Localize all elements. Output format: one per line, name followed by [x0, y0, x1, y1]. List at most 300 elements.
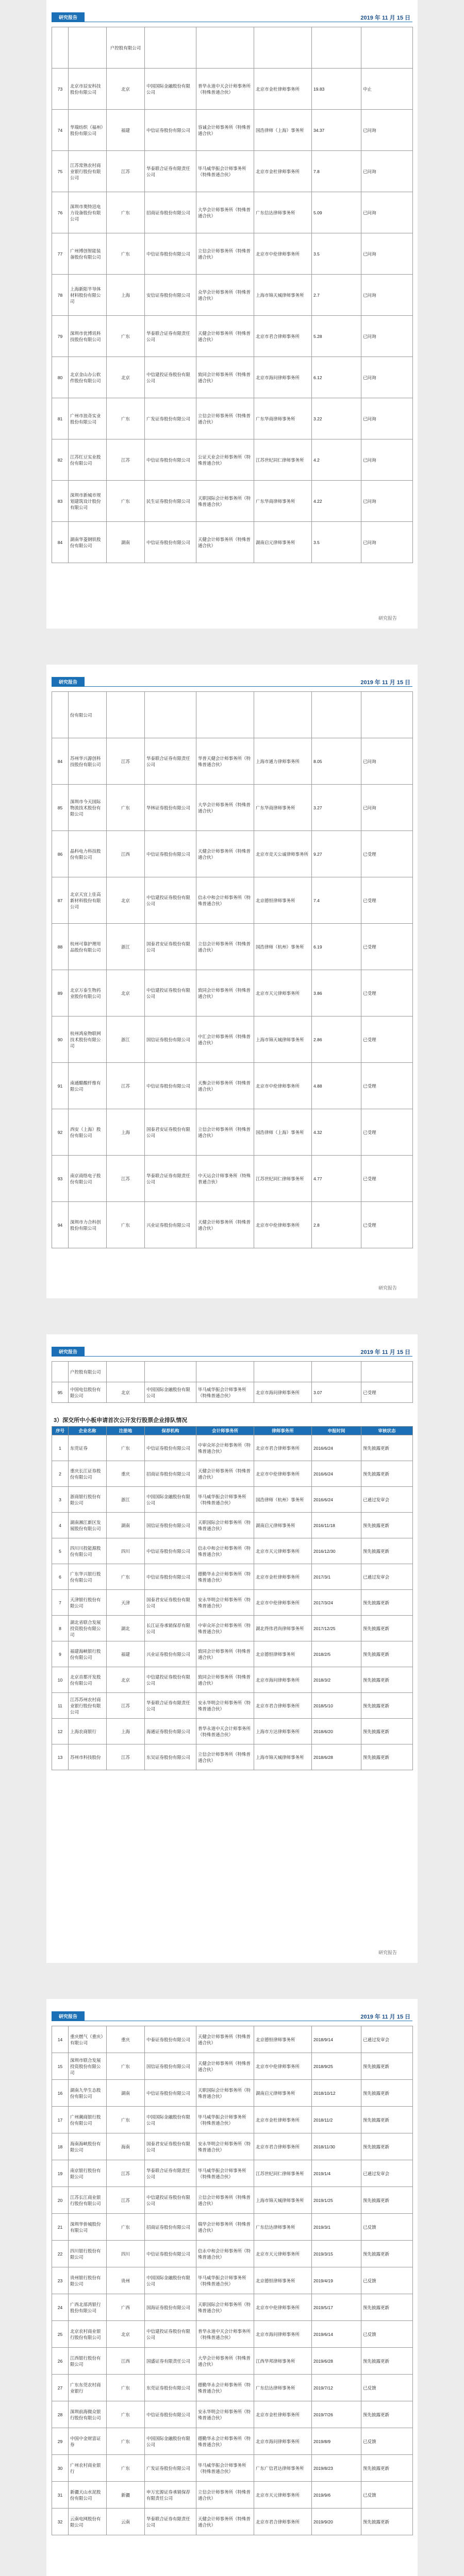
table-row — [52, 1667, 413, 1693]
row-index: 78 — [52, 275, 69, 316]
sponsor-name: 兴业证券股份有限公司 — [145, 1202, 196, 1248]
filing-value: 2019/7/12 — [312, 2375, 361, 2401]
filing-value: 2.8 — [312, 1202, 361, 1248]
law-firm: 北京市君合律师事务所 — [254, 316, 312, 357]
law-firm: 江苏世纪同仁律师事务所 — [254, 2160, 312, 2187]
region: 广东 — [107, 233, 145, 275]
law-firm: 上海市锦天城律师事务所 — [254, 275, 312, 316]
table-row — [52, 27, 413, 69]
law-firm: 北京市天元律师事务所 — [254, 970, 312, 1016]
accounting-firm: 天职国际会计师事务所（特殊普通合伙） — [196, 2294, 254, 2321]
filing-value: 8.05 — [312, 738, 361, 785]
filing-value: 2016/12/30 — [312, 1538, 361, 1564]
filing-value: 2018/9/25 — [312, 2053, 361, 2080]
accounting-firm: 中汇会计师事务所（特殊普通合伙） — [196, 1016, 254, 1063]
table-row — [52, 2053, 413, 2080]
sponsor-name: 中国国际金融股份有限公司 — [145, 2428, 196, 2455]
report-badge: 研究报告 — [52, 677, 85, 687]
law-firm: 北京市天元律师事务所 — [254, 2482, 312, 2509]
table-row — [52, 69, 413, 110]
company-name: 广东东莞农村商业银行 — [69, 2375, 107, 2401]
sponsor-name: 国信证券股份有限公司 — [145, 1016, 196, 1063]
accounting-firm: 容诚会计师事务所（特殊普通合伙） — [196, 110, 254, 151]
accounting-firm: 毕马威华振会计师事务所（特殊普通合伙） — [196, 151, 254, 192]
row-index — [52, 692, 69, 738]
region: 天津 — [107, 1590, 145, 1616]
review-status: 已通过发审会 — [361, 2160, 413, 2187]
sponsor-name: 中信建投证券股份有限公司 — [145, 2187, 196, 2214]
company-name: 深圳市力合科创股份有限公司 — [69, 1202, 107, 1248]
company-name: 深圳华侨城股份有限公司 — [69, 2214, 107, 2241]
review-status: 已问询 — [361, 192, 413, 233]
review-status: 已通过发审会 — [361, 2026, 413, 2053]
accounting-firm — [196, 692, 254, 738]
accounting-firm: 天职国际会计师事务所（特殊普通合伙） — [196, 481, 254, 522]
row-index: 8 — [52, 1616, 69, 1641]
table-row — [52, 738, 413, 785]
filing-value: 3.27 — [312, 785, 361, 831]
company-name: 西安（上海）股份有限公司 — [69, 1109, 107, 1156]
filing-value: 6.12 — [312, 357, 361, 398]
table-row — [52, 275, 413, 316]
review-status: 已通过发审会 — [361, 1564, 413, 1590]
review-status: 已受理 — [361, 1109, 413, 1156]
row-index: 75 — [52, 151, 69, 192]
listing-table — [52, 691, 413, 1248]
filing-value: 2019/3/15 — [312, 2241, 361, 2267]
region: 广东 — [107, 2107, 145, 2133]
sponsor-name: 国盛证券有限责任公司 — [145, 2348, 196, 2375]
accounting-firm: 中天运会计师事务所（特殊普通合伙） — [196, 1156, 254, 1202]
table-row — [52, 877, 413, 924]
column-header: 申报时间 — [312, 1427, 361, 1435]
review-status: 已反馈 — [361, 2482, 413, 2509]
page-header — [52, 677, 412, 687]
accounting-firm: 信永中和会计师事务所（特殊普通合伙） — [196, 1538, 254, 1564]
filing-value — [312, 692, 361, 738]
filing-value: 2017/12/25 — [312, 1616, 361, 1641]
company-name: 云南电网股份有限公司 — [69, 2509, 107, 2535]
report-page — [46, 0, 418, 629]
filing-value: 6.19 — [312, 924, 361, 970]
filing-value: 4.22 — [312, 481, 361, 522]
law-firm: 北京市海问律师事务所 — [254, 1382, 312, 1403]
sponsor-name: 中信建投证券股份有限公司 — [145, 970, 196, 1016]
row-index: 80 — [52, 357, 69, 398]
row-index: 81 — [52, 398, 69, 439]
company-name: 重庆长江证券股份有限公司 — [69, 1461, 107, 1487]
row-index: 94 — [52, 1202, 69, 1248]
accounting-firm: 毕马威华振会计师事务所（特殊普通合伙） — [196, 2107, 254, 2133]
filing-value: 2019/4/19 — [312, 2267, 361, 2294]
row-index: 90 — [52, 1016, 69, 1063]
sponsor-name: 中国国际金融股份有限公司 — [145, 2267, 196, 2294]
table-row — [52, 2509, 413, 2535]
region: 新疆 — [107, 2482, 145, 2509]
table-row — [52, 2026, 413, 2053]
accounting-firm: 天职国际会计师事务所（特殊普通合伙） — [196, 1513, 254, 1538]
report-badge: 研究报告 — [52, 1347, 85, 1357]
filing-value: 2019/8/9 — [312, 2428, 361, 2455]
accounting-firm: 信永中和会计师事务所（特殊普通合伙） — [196, 2241, 254, 2267]
company-name: 四川川投能源股份有限公司 — [69, 1538, 107, 1564]
law-firm: 北京市海问律师事务所 — [254, 357, 312, 398]
row-index: 9 — [52, 1641, 69, 1667]
row-index: 28 — [52, 2401, 69, 2428]
sponsor-name: 华泰联合证券有限责任公司 — [145, 151, 196, 192]
page-footer: 研究报告 — [378, 1285, 397, 1291]
law-firm: 北京市中伦律师事务所 — [254, 2294, 312, 2321]
table-row — [52, 1693, 413, 1719]
filing-value: 7.4 — [312, 877, 361, 924]
accounting-firm: 立信会计师事务所（特殊普通合伙） — [196, 1109, 254, 1156]
region: 江苏 — [107, 1063, 145, 1109]
review-status: 预先披露更新 — [361, 2133, 413, 2160]
table-row — [52, 692, 413, 738]
law-firm: 湖南启元律师事务所 — [254, 1513, 312, 1538]
table-row — [52, 831, 413, 877]
review-status: 已受理 — [361, 1382, 413, 1403]
row-index: 23 — [52, 2267, 69, 2294]
law-firm: 北京德恒律师事务所 — [254, 1641, 312, 1667]
sponsor-name: 中信证券股份有限公司 — [145, 2401, 196, 2428]
law-firm: 北京市竞天公诚律师事务所 — [254, 831, 312, 877]
listing-table — [52, 27, 413, 563]
company-name: 福建海峡银行股份有限公司 — [69, 1641, 107, 1667]
region: 广东 — [107, 398, 145, 439]
company-name: 江苏长江商业银行股份有限公司 — [69, 2187, 107, 2214]
law-firm: 广东广信君达律师事务所 — [254, 2455, 312, 2482]
column-header: 审核状态 — [361, 1427, 413, 1435]
review-status: 预先披露更新 — [361, 1590, 413, 1616]
review-status: 预先披露更新 — [361, 2053, 413, 2080]
sponsor-name: 华泰联合证券有限责任公司 — [145, 316, 196, 357]
filing-value: 2018/5/10 — [312, 1693, 361, 1719]
accounting-firm: 华普天健会计师事务所（特殊普通合伙） — [196, 738, 254, 785]
review-status: 已通过发审会 — [361, 1487, 413, 1513]
law-firm: 北京市君合律师事务所 — [254, 2509, 312, 2535]
law-firm: 北京市中伦律师事务所 — [254, 1063, 312, 1109]
sponsor-name: 中国国际金融股份有限公司 — [145, 1382, 196, 1403]
region: 福建 — [107, 110, 145, 151]
sponsor-name: 华林证券股份有限公司 — [145, 785, 196, 831]
table-row — [52, 1590, 413, 1616]
filing-value: 2016/6/24 — [312, 1461, 361, 1487]
law-firm: 北京市海问律师事务所 — [254, 2428, 312, 2455]
accounting-firm: 天健会计师事务所（特殊普通合伙） — [196, 831, 254, 877]
company-name: 广州市浪奇实业股份有限公司 — [69, 398, 107, 439]
company-name: 份有限公司 — [69, 692, 107, 738]
filing-value: 4.2 — [312, 439, 361, 481]
region: 广东 — [107, 481, 145, 522]
review-status: 已问询 — [361, 357, 413, 398]
law-firm: 北京市君合律师事务所 — [254, 1435, 312, 1461]
accounting-firm — [196, 27, 254, 69]
review-status: 已问询 — [361, 316, 413, 357]
review-status: 已问询 — [361, 481, 413, 522]
review-status: 预先披露更新 — [361, 1616, 413, 1641]
filing-value: 2019/5/17 — [312, 2294, 361, 2321]
sponsor-name: 招商证券股份有限公司 — [145, 192, 196, 233]
region: 四川 — [107, 2241, 145, 2267]
company-name: 深圳市今天国际物流技术股份有限公司 — [69, 785, 107, 831]
region: 浙江 — [107, 924, 145, 970]
region: 浙江 — [107, 1487, 145, 1513]
filing-value: 2019/9/6 — [312, 2482, 361, 2509]
company-name: 广州农村商业银行 — [69, 2455, 107, 2482]
sponsor-name: 招商证券股份有限公司 — [145, 1461, 196, 1487]
report-date: 2019 年 11 月 15 日 — [360, 15, 410, 21]
row-index: 11 — [52, 1693, 69, 1719]
table-row — [52, 151, 413, 192]
region: 湖北 — [107, 1616, 145, 1641]
law-firm: 上海市锦天城律师事务所 — [254, 1016, 312, 1063]
law-firm — [254, 27, 312, 69]
queue-table — [52, 1426, 413, 1770]
sponsor-name: 安信证券股份有限公司 — [145, 275, 196, 316]
review-status: 已受理 — [361, 1202, 413, 1248]
sponsor-name: 中信建投证券股份有限公司 — [145, 357, 196, 398]
table-row — [52, 1744, 413, 1770]
table-row — [52, 1016, 413, 1063]
report-badge: 研究报告 — [52, 12, 85, 22]
filing-value — [312, 27, 361, 69]
sponsor-name: 华泰联合证券有限责任公司 — [145, 1156, 196, 1202]
region: 湖南 — [107, 2080, 145, 2107]
law-firm: 北京市中伦律师事务所 — [254, 233, 312, 275]
sponsor-name: 中信证券股份有限公司 — [145, 1538, 196, 1564]
company-name: 中国中金财富证券 — [69, 2428, 107, 2455]
review-status — [361, 27, 413, 69]
review-status: 已受理 — [361, 831, 413, 877]
filing-value: 4.77 — [312, 1156, 361, 1202]
company-name: 北京农村商业银行股份有限公司 — [69, 2321, 107, 2348]
region: 广东 — [107, 2428, 145, 2455]
report-badge: 研究报告 — [52, 2011, 85, 2021]
row-index: 7 — [52, 1590, 69, 1616]
accounting-firm: 立信会计师事务所（特殊普通合伙） — [196, 233, 254, 275]
filing-value: 2019/7/26 — [312, 2401, 361, 2428]
region: 江苏 — [107, 2187, 145, 2214]
filing-value: 5.09 — [312, 192, 361, 233]
law-firm: 国浩律师（上海）事务所 — [254, 110, 312, 151]
sponsor-name: 中信证券股份有限公司 — [145, 831, 196, 877]
review-status: 预先披露更新 — [361, 1744, 413, 1770]
region: 湖南 — [107, 1513, 145, 1538]
table-row — [52, 357, 413, 398]
sponsor-name — [145, 692, 196, 738]
law-firm: 北京市金杜律师事务所 — [254, 69, 312, 110]
law-firm: 北京德恒律师事务所 — [254, 2267, 312, 2294]
row-index: 84 — [52, 738, 69, 785]
company-name: 户控股有限公司 — [69, 1362, 107, 1382]
row-index: 17 — [52, 2107, 69, 2133]
region: 广东 — [107, 2053, 145, 2080]
law-firm: 北京市金杜律师事务所 — [254, 2401, 312, 2428]
sponsor-name: 申万宏源证券承销保荐有限责任公司 — [145, 2482, 196, 2509]
review-status: 预先披露更新 — [361, 1641, 413, 1667]
review-status: 预先披露更新 — [361, 1667, 413, 1693]
company-name: 东莞证券 — [69, 1435, 107, 1461]
filing-value: 2.86 — [312, 1016, 361, 1063]
row-index: 3 — [52, 1487, 69, 1513]
region: 广东 — [107, 1435, 145, 1461]
row-index: 16 — [52, 2080, 69, 2107]
accounting-firm: 安永华明会计师事务所（特殊普通合伙） — [196, 1693, 254, 1719]
region: 重庆 — [107, 1461, 145, 1487]
review-status: 已受理 — [361, 1063, 413, 1109]
filing-value: 2018/6/20 — [312, 1719, 361, 1744]
filing-value: 2018/10/12 — [312, 2080, 361, 2107]
table-row — [52, 970, 413, 1016]
accounting-firm: 天健会计师事务所（特殊普通合伙） — [196, 2053, 254, 2080]
review-status: 已问询 — [361, 398, 413, 439]
table-row — [52, 1513, 413, 1538]
sponsor-name: 东吴证券股份有限公司 — [145, 1744, 196, 1770]
law-firm: 上海市方达律师事务所 — [254, 1719, 312, 1744]
table-row — [52, 1362, 413, 1382]
region — [107, 692, 145, 738]
table-row — [52, 1202, 413, 1248]
law-firm: 北京市海问律师事务所 — [254, 2321, 312, 2348]
table-row — [52, 2080, 413, 2107]
law-firm: 广东华商律师事务所 — [254, 481, 312, 522]
review-status: 预先披露更新 — [361, 2348, 413, 2375]
accounting-firm: 天健会计师事务所（特殊普通合伙） — [196, 1461, 254, 1487]
company-name: 江苏红豆实业股份有限公司 — [69, 439, 107, 481]
review-status — [361, 692, 413, 738]
filing-value: 2017/3/1 — [312, 1564, 361, 1590]
table-row — [52, 2401, 413, 2428]
filing-value: 2019/6/28 — [312, 2348, 361, 2375]
company-name: 江苏常熟农村商业银行股份有限公司 — [69, 151, 107, 192]
region: 户控股有限公司 — [107, 27, 145, 69]
company-name: 广州博创智能装备股份有限公司 — [69, 233, 107, 275]
review-status: 已问询 — [361, 110, 413, 151]
sponsor-name: 中泰证券股份有限公司 — [145, 2026, 196, 2053]
table-row — [52, 2187, 413, 2214]
accounting-firm: 毕马威华振会计师事务所（特殊普通合伙） — [196, 2267, 254, 2294]
region: 广东 — [107, 785, 145, 831]
row-index: 77 — [52, 233, 69, 275]
region: 江苏 — [107, 1156, 145, 1202]
review-status: 预先披露更新 — [361, 1435, 413, 1461]
company-name: 北京金山办公软件股份有限公司 — [69, 357, 107, 398]
law-firm: 广东信达律师事务所 — [254, 2214, 312, 2241]
review-status: 已问询 — [361, 738, 413, 785]
accounting-firm — [196, 1362, 254, 1382]
law-firm: 上海市锦天城律师事务所 — [254, 1744, 312, 1770]
law-firm: 广东信达律师事务所 — [254, 2375, 312, 2401]
row-index: 29 — [52, 2428, 69, 2455]
accounting-firm: 大华会计师事务所（特殊普通合伙） — [196, 785, 254, 831]
accounting-firm: 天健会计师事务所（特殊普通合伙） — [196, 316, 254, 357]
accounting-firm: 信永中和会计师事务所（特殊普通合伙） — [196, 877, 254, 924]
region: 上海 — [107, 1109, 145, 1156]
filing-value: 2019/8/23 — [312, 2455, 361, 2482]
accounting-firm: 天职国际会计师事务所（特殊普通合伙） — [196, 2080, 254, 2107]
row-index: 1 — [52, 1435, 69, 1461]
accounting-firm: 致同会计师事务所（特殊普通合伙） — [196, 1641, 254, 1667]
row-index: 88 — [52, 924, 69, 970]
region: 上海 — [107, 1719, 145, 1744]
sponsor-name: 中信证券股份有限公司 — [145, 233, 196, 275]
company-name: 江苏苏州农村商业银行股份有限公司 — [69, 1693, 107, 1719]
law-firm: 北京市君合律师事务所 — [254, 2133, 312, 2160]
sponsor-name — [145, 27, 196, 69]
row-index: 32 — [52, 2509, 69, 2535]
column-header: 企业名称 — [69, 1427, 107, 1435]
table-row — [52, 2348, 413, 2375]
company-name: 上海农商银行 — [69, 1719, 107, 1744]
region: 广东 — [107, 2455, 145, 2482]
region: 云南 — [107, 2509, 145, 2535]
law-firm: 广东信达律师事务所 — [254, 192, 312, 233]
company-name: 新疆天山水泥股份有限公司 — [69, 2482, 107, 2509]
row-index: 79 — [52, 316, 69, 357]
page-footer: 研究报告 — [378, 616, 397, 621]
law-firm: 北京市金杜律师事务所 — [254, 151, 312, 192]
table-row — [52, 1461, 413, 1487]
law-firm: 北京市中伦律师事务所 — [254, 1202, 312, 1248]
accounting-firm: 天健会计师事务所（特殊普通合伙） — [196, 1202, 254, 1248]
row-index: 83 — [52, 481, 69, 522]
company-name: 晶科电力科技股份有限公司 — [69, 831, 107, 877]
company-name: 苏州市科技股份 — [69, 1744, 107, 1770]
company-name: 南京银行股份有限公司 — [69, 2160, 107, 2187]
table-row — [52, 398, 413, 439]
row-index: 76 — [52, 192, 69, 233]
sponsor-name: 中信证券股份有限公司 — [145, 2080, 196, 2107]
company-name: 江西银行股份有限公司 — [69, 2348, 107, 2375]
review-status: 已问询 — [361, 522, 413, 563]
company-name — [69, 27, 107, 69]
filing-value — [312, 1362, 361, 1382]
column-header: 律师事务所 — [254, 1427, 312, 1435]
row-index: 14 — [52, 2026, 69, 2053]
company-name: 贵州银行股份有限公司 — [69, 2267, 107, 2294]
filing-value: 2018/11/2 — [312, 2107, 361, 2133]
accounting-firm: 瑞华会计师事务所（特殊普通合伙） — [196, 2214, 254, 2241]
filing-value: 2016/11/18 — [312, 1513, 361, 1538]
company-name: 四川银行股份有限公司 — [69, 2241, 107, 2267]
row-index: 21 — [52, 2214, 69, 2241]
company-name: 苏州华兴源创科技股份有限公司 — [69, 738, 107, 785]
sponsor-name: 国信证券股份有限公司 — [145, 2053, 196, 2080]
sponsor-name: 中信建投证券股份有限公司 — [145, 877, 196, 924]
company-name: 北京首都开发股份有限公司 — [69, 1667, 107, 1693]
law-firm: 北京德恒律师事务所 — [254, 2026, 312, 2053]
filing-value: 2.7 — [312, 275, 361, 316]
row-index: 86 — [52, 831, 69, 877]
row-index: 30 — [52, 2455, 69, 2482]
row-index: 4 — [52, 1513, 69, 1538]
accounting-firm: 天健会计师事务所（特殊普通合伙） — [196, 522, 254, 563]
sponsor-name: 中信建投证券股份有限公司 — [145, 1667, 196, 1693]
column-header: 会计师事务所 — [196, 1427, 254, 1435]
company-name: 海南海峡股份有限公司 — [69, 2133, 107, 2160]
sponsor-name: 华泰联合证券有限责任公司 — [145, 2509, 196, 2535]
accounting-firm: 天健会计师事务所（特殊普通合伙） — [196, 2026, 254, 2053]
region: 广西 — [107, 2294, 145, 2321]
region: 北京 — [107, 1382, 145, 1403]
review-status — [361, 1362, 413, 1382]
company-name: 广西北部湾银行股份有限公司 — [69, 2294, 107, 2321]
column-header: 序号 — [52, 1427, 69, 1435]
review-status: 已反馈 — [361, 2214, 413, 2241]
filing-value: 2018/11/30 — [312, 2133, 361, 2160]
accounting-firm: 安永华明会计师事务所（特殊普通合伙） — [196, 2133, 254, 2160]
